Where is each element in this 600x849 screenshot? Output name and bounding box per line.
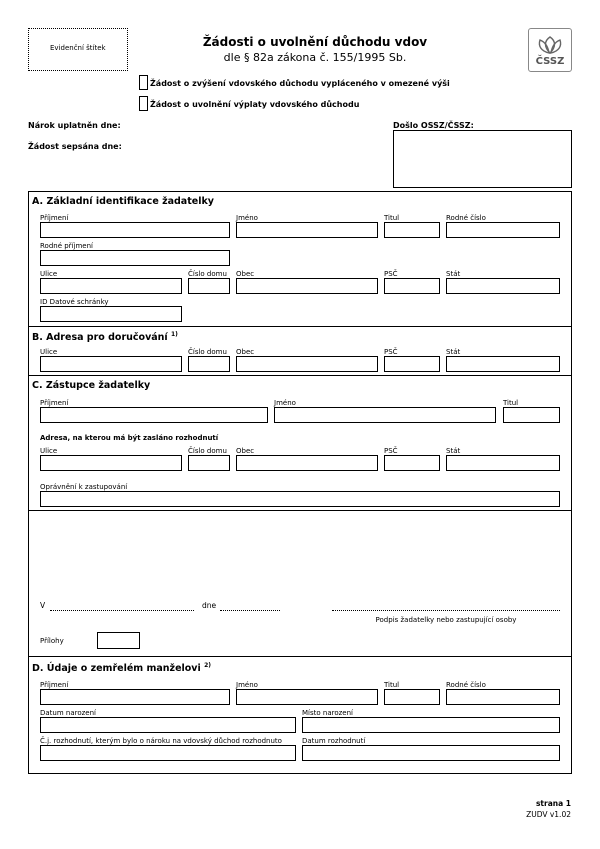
b-house-number-label: Číslo domu [188, 348, 227, 356]
d-surname-label: Příjmení [40, 681, 69, 689]
d-degree-field[interactable] [384, 689, 440, 705]
a-degree-field[interactable] [384, 222, 440, 238]
b-municipality-field[interactable] [236, 356, 378, 372]
c-zip-field[interactable] [384, 455, 440, 471]
b-zip-field[interactable] [384, 356, 440, 372]
written-date-label: Žádost sepsána dne: [28, 142, 122, 151]
cssz-logo [528, 28, 572, 72]
a-birth-number-label: Rodné číslo [446, 214, 486, 222]
c-municipality-label: Obec [236, 447, 255, 455]
signature-label: Podpis žadatelky nebo zastupující osoby [375, 616, 517, 624]
a-name-label: Jméno [236, 214, 258, 222]
c-street-label: Ulice [40, 447, 58, 455]
c-state-field[interactable] [446, 455, 560, 471]
section-a-title: A. Základní identifikace žadatelky [32, 196, 214, 207]
c-name-label: Jméno [274, 399, 296, 407]
form-subtitle: dle § 82a zákona č. 155/1995 Sb. [223, 51, 407, 64]
b-street-label: Ulice [40, 348, 58, 356]
b-house-number-field[interactable] [188, 356, 230, 372]
attachments-label: Přílohy [40, 637, 64, 645]
sticker-label: Evidenční štítek [50, 44, 106, 52]
a-zip-field[interactable] [384, 278, 440, 294]
c-street-field[interactable] [40, 455, 182, 471]
b-zip-label: PSČ [384, 348, 398, 356]
c-house-number-field[interactable] [188, 455, 230, 471]
section-b-note: 1) [171, 331, 178, 338]
section-c-title: C. Zástupce žadatelky [32, 380, 151, 391]
section-d-title: D. Údaje o zemřelém manželovi $^{2)}$ [32, 662, 211, 675]
leaf-logo-icon [529, 33, 571, 57]
b-state-label: Stát [446, 348, 461, 356]
c-state-label: Stát [446, 447, 461, 455]
a-maiden-name-label: Rodné příjmení [40, 242, 93, 250]
c-municipality-field[interactable] [236, 455, 378, 471]
form-title: Žádosti o uvolnění důchodu vdov [202, 35, 428, 49]
c-zip-label: PSČ [384, 447, 398, 455]
sign-date-label: dne [202, 601, 217, 610]
a-zip-label: PSČ [384, 270, 398, 278]
c-surname-field[interactable] [40, 407, 268, 423]
c-authorization-field[interactable] [40, 491, 560, 507]
d-ref-number-field[interactable] [40, 745, 296, 761]
a-birth-number-field[interactable] [446, 222, 560, 238]
a-municipality-label: Obec [236, 270, 255, 278]
a-surname-field[interactable] [40, 222, 230, 238]
form-version: ZUDV v1.02 [526, 810, 571, 819]
c-address-heading: Adresa, na kterou má být zasláno rozhodnutí [40, 434, 219, 442]
d-name-field[interactable] [236, 689, 378, 705]
a-degree-label: Titul [384, 214, 400, 222]
d-decision-date-label: Datum rozhodnutí [302, 737, 366, 745]
a-state-field[interactable] [446, 278, 560, 294]
sign-place-label: V [40, 601, 46, 610]
d-birth-number-field[interactable] [446, 689, 560, 705]
page-number: strana 1 [535, 799, 571, 808]
signature-line[interactable] [332, 610, 560, 611]
c-surname-label: Příjmení [40, 399, 69, 407]
option-1-label: Žádost o zvýšení vdovského důchodu vypláceného v omezené výši [150, 79, 450, 88]
a-street-label: Ulice [40, 270, 58, 278]
b-street-field[interactable] [40, 356, 182, 372]
a-state-label: Stát [446, 270, 461, 278]
a-name-field[interactable] [236, 222, 378, 238]
sign-place-line[interactable] [50, 610, 194, 611]
c-house-number-label: Číslo domu [188, 447, 227, 455]
c-degree-field[interactable] [503, 407, 560, 423]
d-birth-number-label: Rodné číslo [446, 681, 486, 689]
claim-date-label: Nárok uplatněn dne: [28, 121, 121, 130]
attachments-field[interactable] [97, 632, 140, 649]
c-degree-label: Titul [503, 399, 519, 407]
d-ref-number-label: Č.j. rozhodnutí, kterým bylo o nároku na vdovský důchod rozhodnuto [40, 737, 282, 745]
d-name-label: Jméno [236, 681, 258, 689]
received-label: Došlo OSSZ/ČSSZ: [393, 121, 474, 130]
a-municipality-field[interactable] [236, 278, 378, 294]
a-databox-label: ID Datové schránky [40, 298, 109, 306]
a-house-number-field[interactable] [188, 278, 230, 294]
a-surname-label: Příjmení [40, 214, 69, 222]
a-maiden-name-field[interactable] [40, 250, 230, 266]
received-stamp-box[interactable] [393, 130, 572, 188]
section-b-title: B. Adresa pro doručování $^{1)}$ [32, 331, 178, 344]
c-authorization-label: Oprávnění k zastupování [40, 483, 128, 491]
option-1-checkbox[interactable] [139, 75, 148, 90]
d-birth-place-field[interactable] [302, 717, 560, 733]
logo-text: ČSSZ [535, 56, 565, 67]
option-2-label: Žádost o uvolnění výplaty vdovského důchodu [150, 100, 360, 109]
b-state-field[interactable] [446, 356, 560, 372]
d-decision-date-field[interactable] [302, 745, 560, 761]
d-birth-date-field[interactable] [40, 717, 296, 733]
d-surname-field[interactable] [40, 689, 230, 705]
c-name-field[interactable] [274, 407, 496, 423]
option-2-checkbox[interactable] [139, 96, 148, 111]
d-degree-label: Titul [384, 681, 400, 689]
b-municipality-label: Obec [236, 348, 255, 356]
a-street-field[interactable] [40, 278, 182, 294]
a-house-number-label: Číslo domu [188, 270, 227, 278]
sign-date-line[interactable] [220, 610, 280, 611]
section-d-note: 2) [204, 662, 211, 669]
d-birth-place-label: Místo narození [302, 709, 353, 717]
a-databox-field[interactable] [40, 306, 182, 322]
d-birth-date-label: Datum narození [40, 709, 96, 717]
